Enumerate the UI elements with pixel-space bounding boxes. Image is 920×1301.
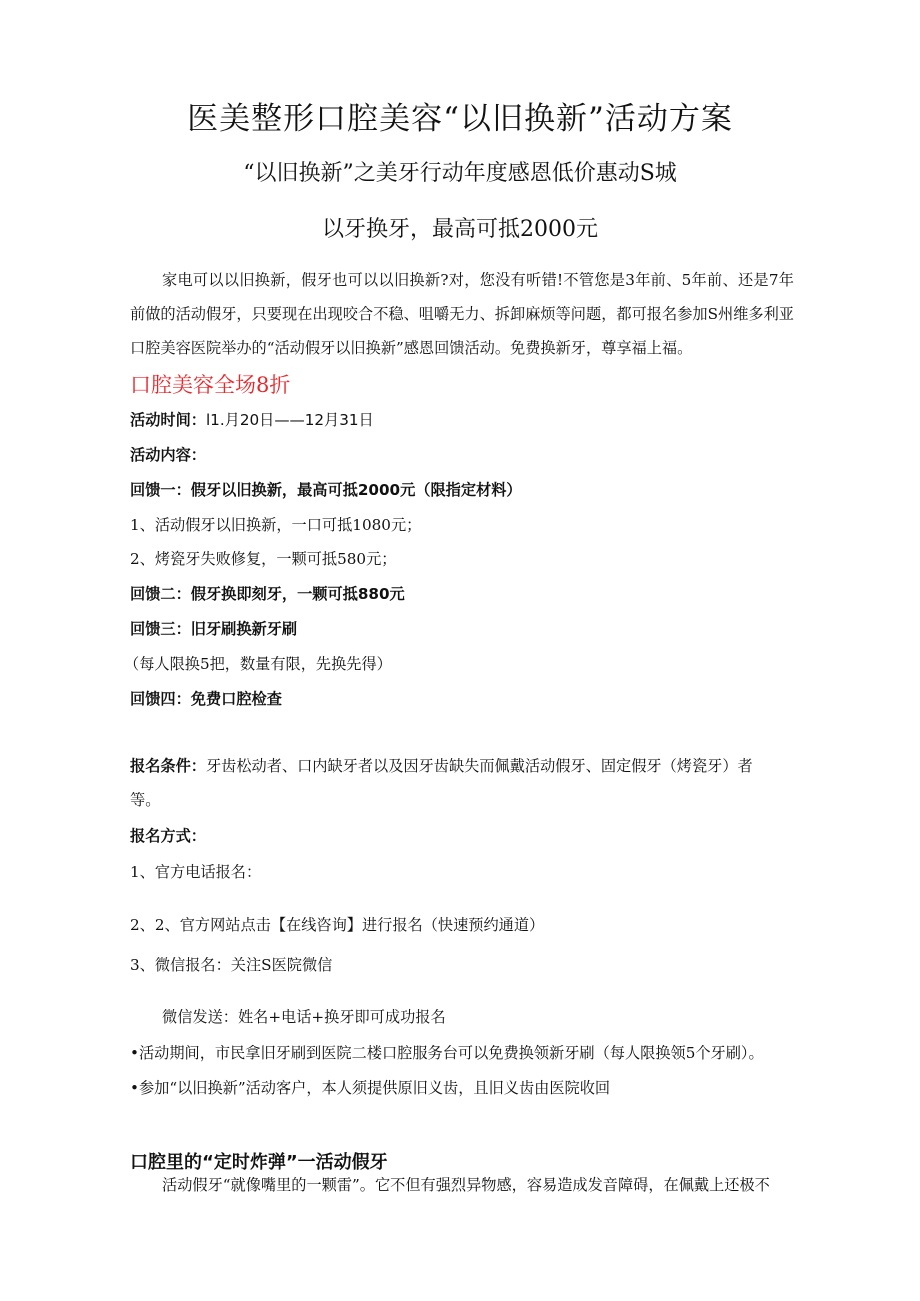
subtitle-offer: 以牙换牙，最高可抵2000元 — [322, 217, 598, 242]
reward-three: 回馈三：旧牙刷换新牙刷 — [130, 620, 298, 638]
conditions-text: 牙齿松动者、口内缺牙者以及因牙齿缺失而佩戴活动假牙、固定假牙（烤瓷牙）者 — [205, 757, 753, 775]
reward-four: 回馈四：免费口腔检查 — [130, 690, 282, 708]
activity-time — [130, 409, 374, 430]
sale-headline: 口腔美容全场8折 — [130, 373, 291, 397]
conditions-label: 报名条件： — [130, 757, 206, 775]
intro-paragraph: 家电可以以旧换新，假牙也可以以旧换新?对，您没有听错!不管您是3年前、5年前、还是7年前做的活动假牙，只要现在出现咬合不稳、咀嚼无力、拆卸麻烦等问题，都可报名参加S州维多利亚口腔美容医院举办的“活动假牙以旧换新”感恩回馈活动。免费换新牙，尊享福上福。 — [130, 271, 794, 357]
activity-time-value: l1.月20日——12月31日 — [205, 411, 374, 429]
wechat-send-instructions: 微信发送：姓名+电话+换牙即可成功报名 — [162, 1008, 446, 1026]
activity-content-label: 活动内容： — [130, 446, 206, 464]
registration-method-label: 报名方式： — [130, 827, 206, 845]
reward-one: 回馈一：假牙以旧换新，最高可抵2000元（限指定材料） — [130, 481, 522, 499]
registration-conditions — [130, 755, 753, 776]
bullet-old-denture: •参加“以旧换新”活动客户，本人须提供原旧义齿，且旧义齿由医院收回 — [130, 1079, 611, 1097]
section-paragraph: 活动假牙“就像嘴里的一颗雷”。它不但有强烈异物感，容易造成发音障碍，在佩戴上还极不 — [162, 1176, 770, 1194]
activity-time-label: 活动时间： — [130, 411, 206, 429]
method-wechat: 3、微信报名：关注S医院微信 — [130, 956, 333, 974]
reward-two: 回馈二：假牙换即刻牙，一颗可抵880元 — [130, 585, 405, 603]
section-title: 口腔里的“定时炸弹”一活动假牙 — [130, 1152, 388, 1173]
reward-one-item-2: 2、烤瓷牙失败修复，一颗可抵580元； — [130, 550, 397, 568]
reward-one-item-1: 1、活动假牙以旧换新，一口可抵1080元； — [130, 516, 422, 534]
reward-three-note: （每人限换5把，数量有限，先换先得） — [124, 655, 392, 673]
page-title: 医美整形口腔美容“以旧换新”活动方案 — [187, 101, 733, 137]
bullet-toothbrush: •活动期间，市民拿旧牙刷到医院二楼口腔服务台可以免费换领新牙刷（每人限换领5个牙刷）。 — [130, 1044, 764, 1062]
subtitle-campaign: “以旧换新”之美牙行动年度感恩低价惠动S城 — [243, 161, 677, 186]
conditions-text-continued: 等。 — [130, 791, 161, 809]
method-phone: 1、官方电话报名： — [130, 863, 262, 881]
method-website: 2、2、官方网站点击【在线咨询】进行报名（快速预约通道） — [130, 916, 545, 934]
